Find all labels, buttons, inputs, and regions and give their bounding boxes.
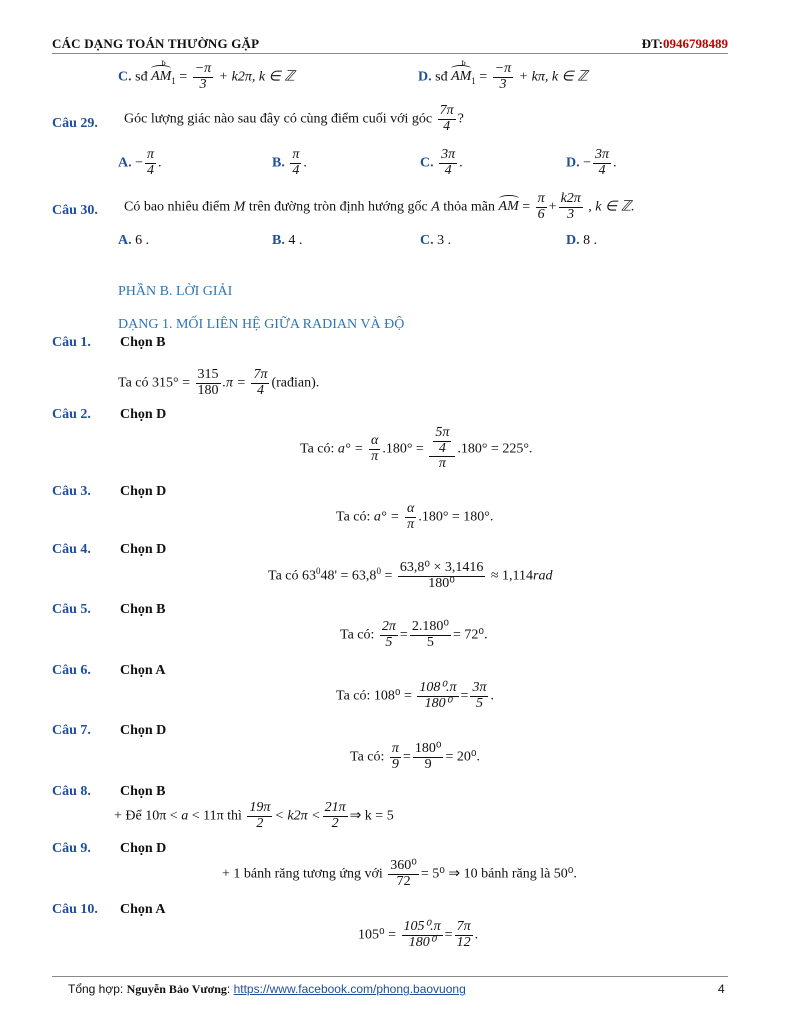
header-title: CÁC DẠNG TOÁN THƯỜNG GẶP [52, 36, 260, 51]
header-divider [52, 53, 728, 54]
answer-label: Câu 2. [52, 407, 91, 422]
answer-label: Câu 10. [52, 902, 98, 917]
q29-option-a: A. − $\frac{\pi}{4}$ . [118, 147, 162, 178]
footer-divider [52, 976, 728, 977]
solution-1: Ta có 315° = $\frac{315}{180}$ .π = $\frac{7\pi}{4}$ (rađian). [118, 367, 320, 398]
page-number: 4 [718, 982, 725, 996]
footer-credit: Tổng hợp: Nguyễn Bảo Vương: https://www.facebook.com/phong.baovuong [68, 982, 466, 996]
q30-question: Có bao nhiêu điểm M trên đường tròn định hướng gốc A thỏa mãn AM = $\frac{\pi}{6}$ + $\frac{k2\pi}{3}$ , k ∈ ℤ. [124, 191, 635, 222]
section-part-heading: PHẦN B. LỜI GIẢI [118, 284, 233, 299]
q30-option-a: A. 6 . [118, 233, 150, 248]
answer-label: Câu 7. [52, 723, 91, 738]
answer-choice: Chọn D [120, 484, 167, 499]
solution-7: Ta có: $\frac{\pi}{9}$ = $\frac{\text{180⁰}}{9}$ = 20⁰. [350, 741, 480, 772]
answer-label: Câu 3. [52, 484, 91, 499]
answer-label: Câu 4. [52, 542, 91, 557]
answer-choice: Chọn D [120, 841, 167, 856]
solution-2: Ta có: a° = $\frac{\alpha}{\pi}$ .180° = $\frac{\frac{5\pi}{4}}{\pi}$ .180° = 225°. [300, 425, 533, 472]
answer-choice: Chọn B [120, 335, 166, 350]
q29-option-d: D. − $\frac{3\pi}{4}$ . [566, 147, 617, 178]
solution-4: Ta có $63^048' = 63,8^0$ = $\frac{\text{63,8⁰ × 3,1416}}{\text{180⁰}}$ ≈ 1,114rad [268, 560, 553, 591]
header-phone: ĐT:0946798489 [641, 36, 728, 51]
q30-option-b: B. 4 . [272, 233, 303, 248]
answer-choice: Chọn D [120, 407, 167, 422]
solution-6: Ta có: 108⁰ = $\frac{\text{108⁰.π}}{\text{180⁰}}$ = $\frac{3\pi}{5}$ . [336, 680, 494, 711]
answer-choice: Chọn B [120, 784, 166, 799]
answer-choice: Chọn D [120, 723, 167, 738]
q29-question: Góc lượng giác nào sau đây có cùng điểm cuối với góc $\frac{7\pi}{4}$ ? [124, 103, 464, 134]
section-type-heading: DẠNG 1. MỐI LIÊN HỆ GIỮA RADIAN VÀ ĐỘ [118, 317, 405, 332]
q30-option-c: C. 3 . [420, 233, 452, 248]
answer-choice: Chọn A [120, 902, 166, 917]
solution-9: + 1 bánh răng tương ứng với $\frac{\text{360⁰}}{72}$ = 5⁰ ⇒ 10 bánh răng là 50⁰. [222, 858, 577, 889]
q28-option-c: C. sđ AM Þ $_1$ = $\frac{-\pi}{3}$ + k2π, k ∈ ℤ [118, 59, 295, 92]
q29-option-c: C. $\frac{3\pi}{4}$ . [420, 147, 463, 178]
answer-choice: Chọn D [120, 542, 167, 557]
answer-label: Câu 5. [52, 602, 91, 617]
solution-5: Ta có: $\frac{2\pi}{5}$ = $\frac{\text{2.180⁰}}{5}$ = 72⁰. [340, 619, 488, 650]
answer-choice: Chọn B [120, 602, 166, 617]
answer-label: Câu 8. [52, 784, 91, 799]
q29-label: Câu 29. [52, 116, 98, 131]
q29-option-b: B. $\frac{\pi}{4}$ . [272, 147, 307, 178]
answer-label: Câu 6. [52, 663, 91, 678]
solution-3: Ta có: a° = $\frac{\alpha}{\pi}$ .180° = 180°. [336, 501, 494, 532]
answer-choice: Chọn A [120, 663, 166, 678]
q28-option-d: D. sđ AM Þ $_1$ = $\frac{-\pi}{3}$ + kπ, k ∈ ℤ [418, 59, 588, 92]
q30-label: Câu 30. [52, 203, 98, 218]
solution-8: + Để 10π < a < 11π thì $\frac{19\pi}{2}$ < k2π < $\frac{21\pi}{2}$ ⇒ k = 5 [114, 800, 394, 831]
answer-label: Câu 1. [52, 335, 91, 350]
q30-option-d: D. 8 . [566, 233, 598, 248]
answer-label: Câu 9. [52, 841, 91, 856]
solution-10: 105⁰ = $\frac{\text{105⁰.π}}{\text{180⁰}}$ = $\frac{7\pi}{12}$ . [358, 919, 479, 950]
footer-link[interactable]: https://www.facebook.com/phong.baovuong [233, 982, 466, 996]
